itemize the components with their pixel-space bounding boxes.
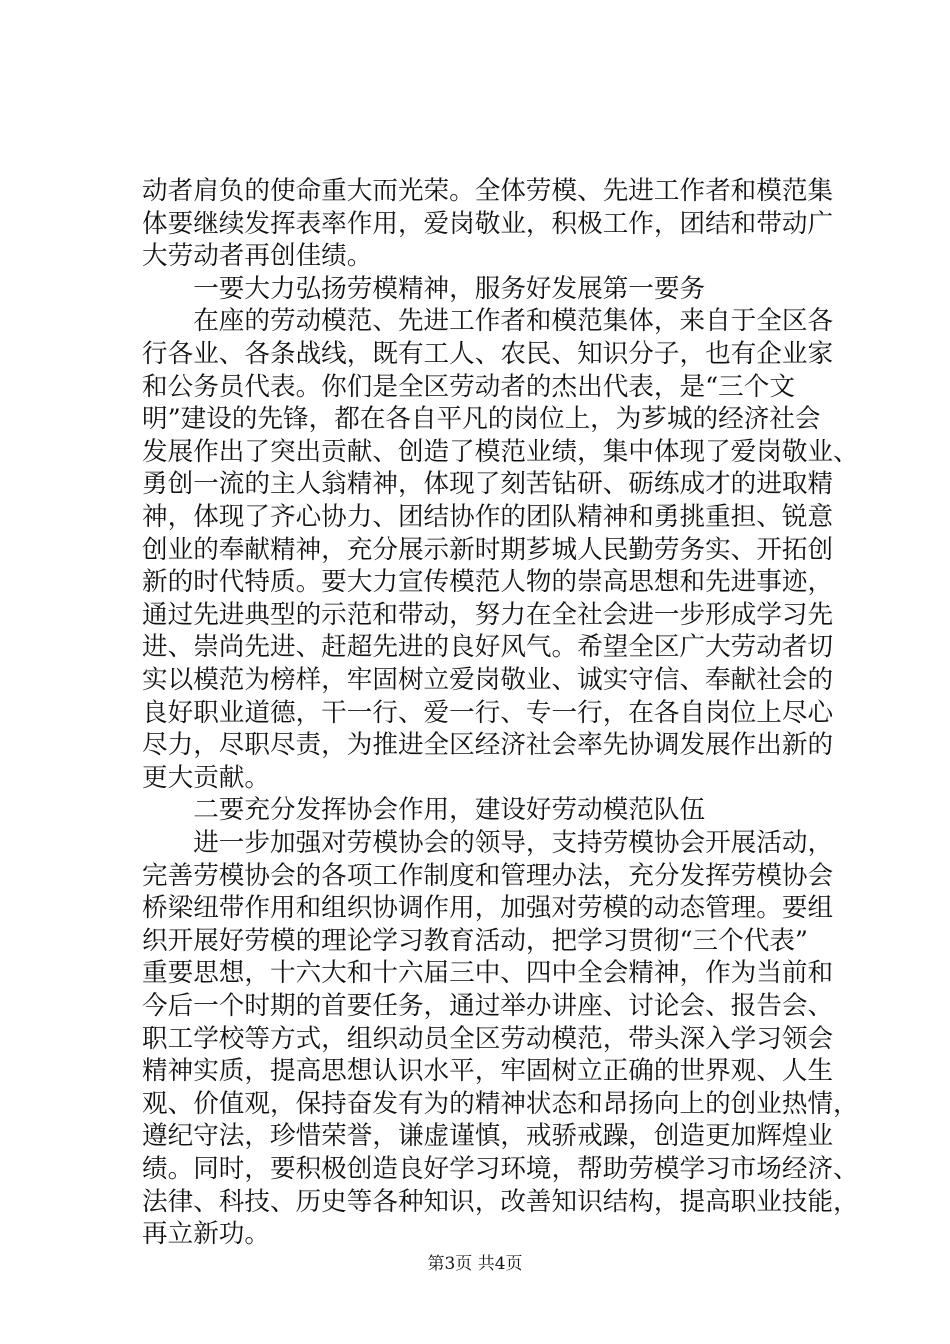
body-text-line: 发展作出了突出贡献、创造了模范业绩，集中体现了爱岗敬业、: [142, 436, 859, 467]
body-text-line: 和公务员代表。你们是全区劳动者的杰出代表，是“三个文: [142, 371, 795, 402]
body-text-line: 进、崇尚先进、赶超先进的良好风气。希望全区广大劳动者切: [142, 632, 834, 663]
body-text-line: 法律、科技、历史等各种知识，改善知识结构，提高职业技能，: [142, 1186, 859, 1217]
body-text-line: 今后一个时期的首要任务，通过举办讲座、讨论会、报告会、: [142, 991, 834, 1021]
body-text-line: 创业的奉献精神，充分展示新时期芗城人民勤劳务实、开拓创: [142, 534, 834, 565]
page-number-footer: 第3页 共4页: [427, 1254, 523, 1274]
body-text-line: 新的时代特质。要大力宣传模范人物的崇高思想和先进事迹，: [142, 567, 834, 598]
body-text-line: 进一步加强对劳模协会的领导，支持劳模协会开展活动，: [142, 828, 834, 858]
body-text-line: 良好职业道德，干一行、爱一行、专一行，在各自岗位上尽心: [142, 697, 834, 728]
body-text-line: 勇创一流的主人翁精神，体现了刻苦钻研、砺练成才的进取精: [142, 469, 834, 500]
body-text-line: 桥梁纽带作用和组织协调作用，加强对劳模的动态管理。要组: [142, 893, 834, 924]
body-text-line: 遵纪守法，珍惜荣誉，谦虚谨慎，戒骄戒躁，创造更加辉煌业: [142, 1121, 834, 1152]
body-text-line: 绩。同时，要积极创造良好学习环境，帮助劳模学习市场经济、: [142, 1154, 859, 1184]
body-text-line: 行各业、各条战线，既有工人、农民、知识分子，也有企业家: [142, 339, 834, 369]
body-text-line: 织开展好劳模的理论学习教育活动，把学习贯彻“三个代表”: [142, 925, 809, 956]
body-text-line: 大劳动者再创佳绩。: [142, 241, 373, 272]
body-text-line: 明”建设的先锋，都在各自平凡的岗位上，为芗城的经济社会: [142, 404, 821, 435]
body-text-line: 观、价值观，保持奋发有为的精神状态和昂扬向上的创业热情，: [142, 1088, 859, 1119]
body-text-line: 职工学校等方式，组织动员全区劳动模范，带头深入学习领会: [142, 1023, 834, 1054]
section-heading: 二要充分发挥协会作用，建设好劳动模范队伍: [142, 795, 706, 826]
body-text-line: 重要思想，十六大和十六届三中、四中全会精神，作为当前和: [142, 958, 834, 989]
body-text-line: 实以模范为榜样，牢固树立爱岗敬业、诚实守信、奉献社会的: [142, 665, 834, 695]
body-text-line: 完善劳模协会的各项工作制度和管理办法，充分发挥劳模协会: [142, 860, 834, 891]
body-text-line: 尽力，尽职尽责，为推进全区经济社会率先协调发展作出新的: [142, 730, 834, 761]
body-text-line: 更大贡献。: [142, 762, 270, 793]
body-text-line: 在座的劳动模范、先进工作者和模范集体，来自于全区各: [142, 306, 834, 337]
body-text-line: 体要继续发挥表率作用，爱岗敬业，积极工作，团结和带动广: [142, 208, 834, 239]
body-text-line: 通过先进典型的示范和带动，努力在全社会进一步形成学习先: [142, 599, 834, 630]
body-text-line: 动者肩负的使命重大而光荣。全体劳模、先进工作者和模范集: [142, 176, 834, 206]
body-text-line: 再立新功。: [142, 1219, 270, 1250]
body-text-line: 神，体现了齐心协力、团结协作的团队精神和勇挑重担、锐意: [142, 502, 834, 532]
body-text-line: 精神实质，提高思想认识水平，牢固树立正确的世界观、人生: [142, 1056, 834, 1087]
section-heading: 一要大力弘扬劳模精神，服务好发展第一要务: [142, 273, 706, 304]
